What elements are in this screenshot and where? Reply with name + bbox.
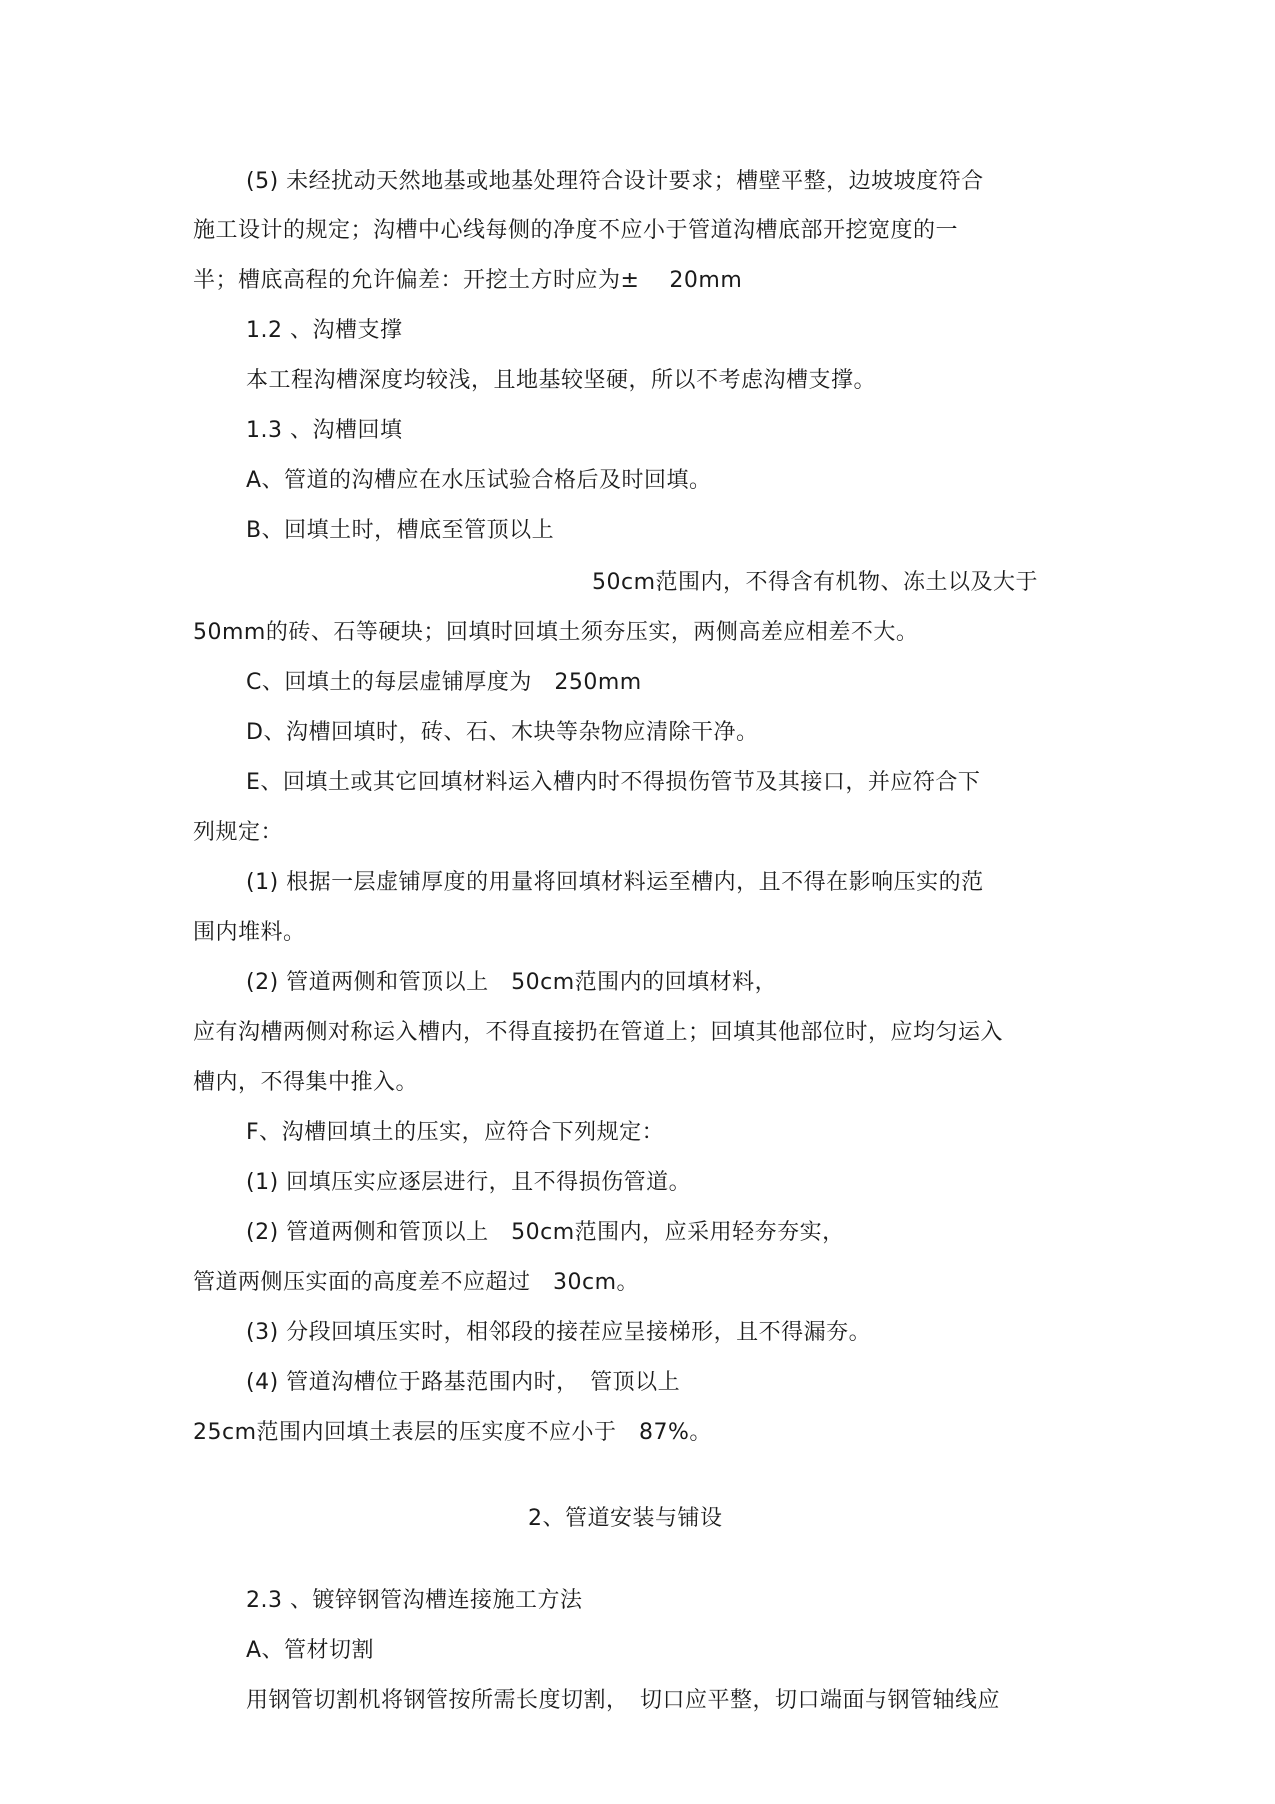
text-line: 用钢管切割机将钢管按所需长度切割， 切口应平整，切口端面与钢管轴线应 [246,1688,1001,1713]
text-line: (1) 根据一层虚铺厚度的用量将回填材料运至槽内，且不得在影响压实的范 [246,870,984,895]
text-line: D、沟槽回填时，砖、石、木块等杂物应清除干净。 [246,720,759,745]
chapter-heading: 2、管道安装与铺设 [528,1506,723,1531]
text-line: 25cm范围内回填土表层的压实度不应小于 87%。 [193,1420,712,1445]
text-line: B、回填土时，槽底至管顶以上 [246,518,555,543]
text-line: F、沟槽回填土的压实，应符合下列规定： [246,1120,665,1145]
text-line: 50cm范围内，不得含有机物、冻土以及大于 [592,570,1039,595]
section-heading: 1.2 、沟槽支撑 [246,318,403,343]
text-line: 列规定： [193,820,284,845]
text-line: A、管道的沟槽应在水压试验合格后及时回填。 [246,468,712,493]
text-line: 50mm的砖、石等硬块；回填时回填土须夯压实，两侧高差应相差不大。 [193,620,919,645]
text-line: (5) 未经扰动天然地基或地基处理符合设计要求；槽壁平整，边坡坡度符合 [246,169,984,194]
text-line: (4) 管道沟槽位于路基范围内时， 管顶以上 [246,1370,681,1395]
text-line: 槽内，不得集中推入。 [193,1070,419,1095]
text-line: E、回填土或其它回填材料运入槽内时不得损伤管节及其接口，并应符合下 [246,770,981,795]
text-line: 半；槽底高程的允许偏差：开挖土方时应为± 20mm [193,268,743,293]
section-heading: 2.3 、镀锌钢管沟槽连接施工方法 [246,1588,583,1613]
text-line: 本工程沟槽深度均较浅，且地基较坚硬，所以不考虑沟槽支撑。 [246,368,877,393]
text-line: 施工设计的规定；沟槽中心线每侧的净度不应小于管道沟槽底部开挖宽度的一 [193,218,959,243]
text-line: (3) 分段回填压实时，相邻段的接茬应呈接梯形，且不得漏夯。 [246,1320,872,1345]
text-line: (2) 管道两侧和管顶以上 50cm范围内的回填材料， [246,970,778,995]
text-line: 应有沟槽两侧对称运入槽内，不得直接扔在管道上；回填其他部位时，应均匀运入 [193,1020,1004,1045]
text-line: 管道两侧压实面的高度差不应超过 30cm。 [193,1270,640,1295]
section-heading: 1.3 、沟槽回填 [246,418,403,443]
text-line: 围内堆料。 [193,920,306,945]
text-line: (1) 回填压实应逐层进行，且不得损伤管道。 [246,1170,692,1195]
text-line: A、管材切割 [246,1638,375,1663]
text-line: C、回填土的每层虚铺厚度为 250mm [246,670,642,695]
text-line: (2) 管道两侧和管顶以上 50cm范围内，应采用轻夯夯实， [246,1220,845,1245]
